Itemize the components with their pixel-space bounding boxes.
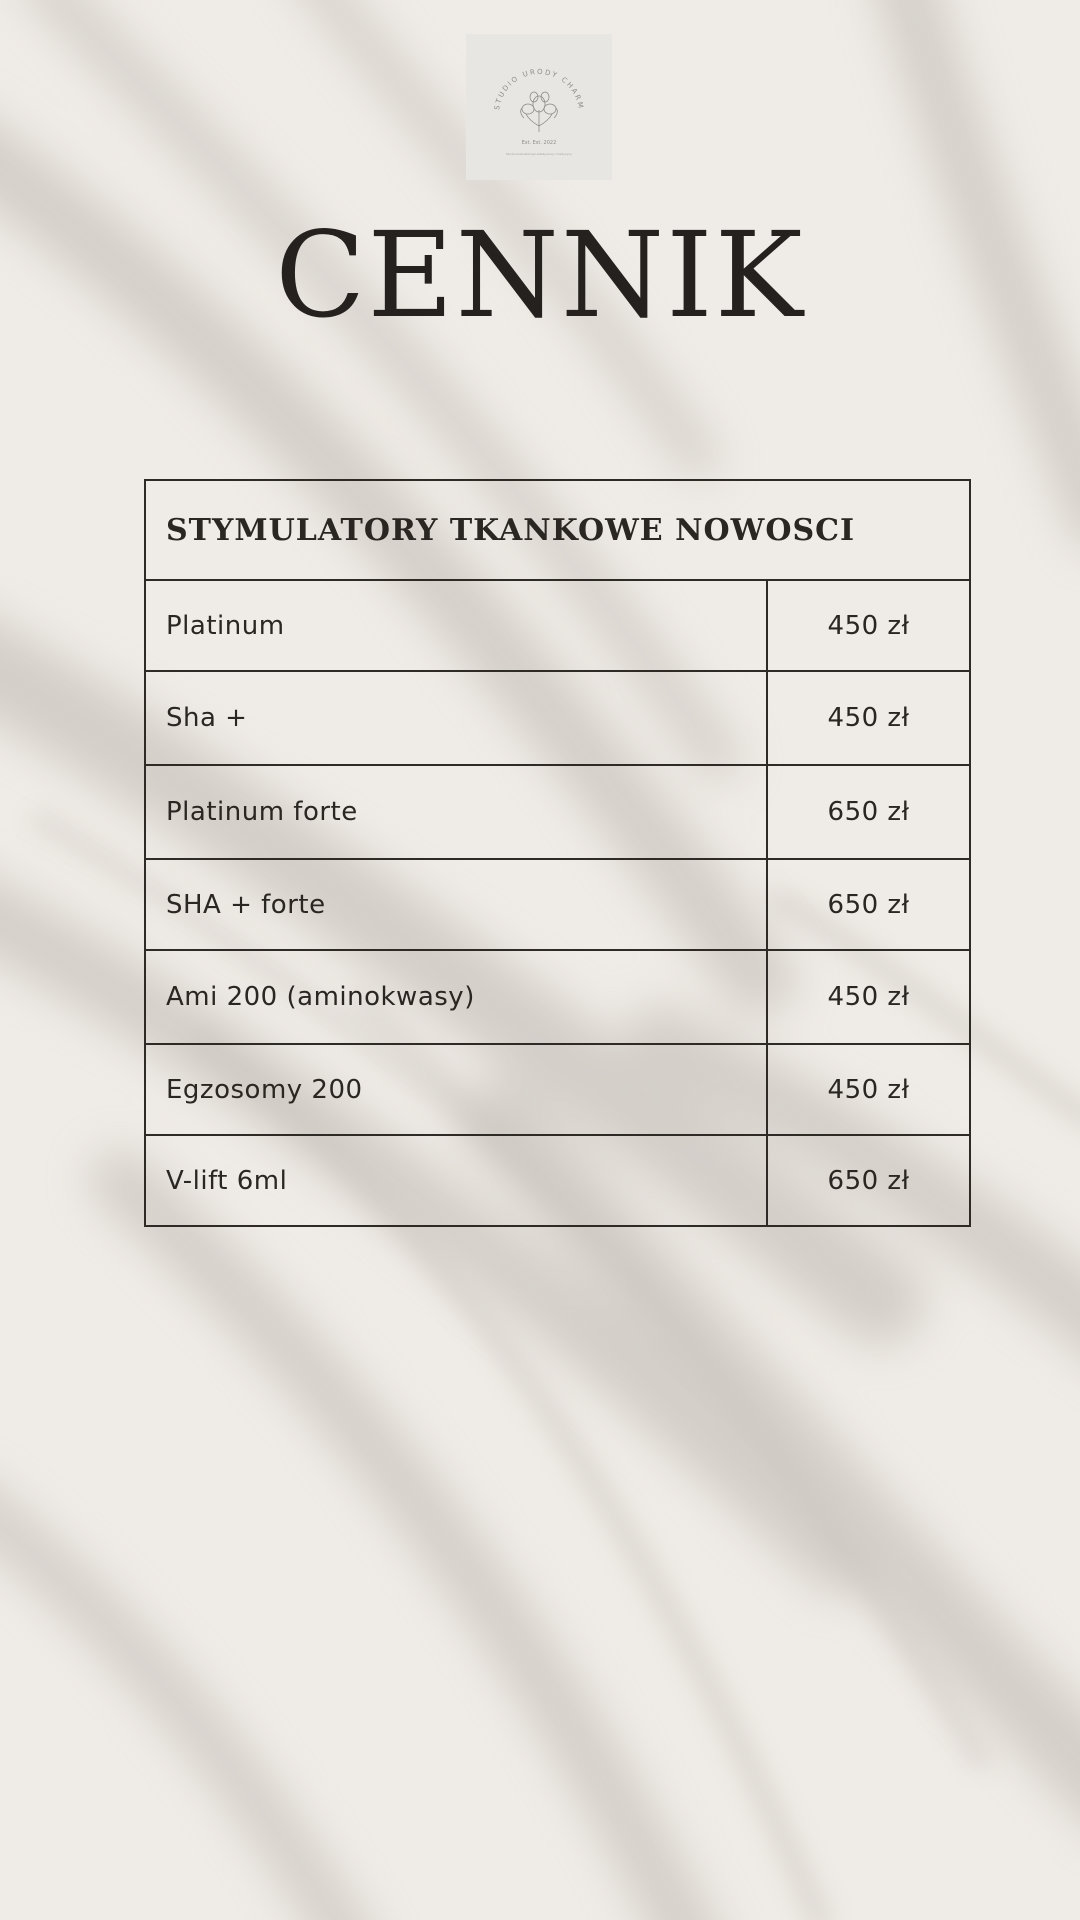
service-name: Sha + — [145, 671, 767, 765]
table-row — [145, 1135, 970, 1226]
service-name: Platinum forte — [145, 765, 767, 859]
service-name: SHA + forte — [145, 859, 767, 950]
logo-tagline: Studio kosmetologii estetycznej i medycyny — [506, 152, 572, 156]
svg-text:STUDIO URODY CHARM — [493, 68, 585, 111]
service-name: Egzosomy 200 — [145, 1044, 767, 1135]
service-price: 450 zł — [767, 950, 970, 1044]
flower-bouquet-icon — [466, 34, 612, 180]
table-header: STYMULATORY TKANKOWE NOWOSCI — [145, 480, 970, 580]
page-title: CENNIK — [275, 206, 805, 344]
service-name: Ami 200 (aminokwasy) — [145, 950, 767, 1044]
table-row — [145, 1044, 970, 1135]
service-price: 650 zł — [767, 1135, 970, 1226]
logo-est-text: Est. Est. 2022 — [521, 140, 557, 146]
price-table — [144, 479, 971, 1227]
table-row — [145, 859, 970, 950]
service-name: V-lift 6ml — [145, 1135, 767, 1226]
service-name: Platinum — [145, 580, 767, 671]
service-price: 650 zł — [767, 765, 970, 859]
logo-arc-text: STUDIO URODY CHARM — [493, 67, 585, 111]
table-row — [145, 765, 970, 859]
service-price: 450 zł — [767, 671, 970, 765]
table-row — [145, 580, 970, 671]
service-price: 450 zł — [767, 1044, 970, 1135]
table-row — [145, 671, 970, 765]
studio-logo — [466, 34, 612, 180]
service-price: 650 zł — [767, 859, 970, 950]
table-row — [145, 950, 970, 1044]
service-price: 450 zł — [767, 580, 970, 671]
table-header-row — [145, 480, 970, 580]
